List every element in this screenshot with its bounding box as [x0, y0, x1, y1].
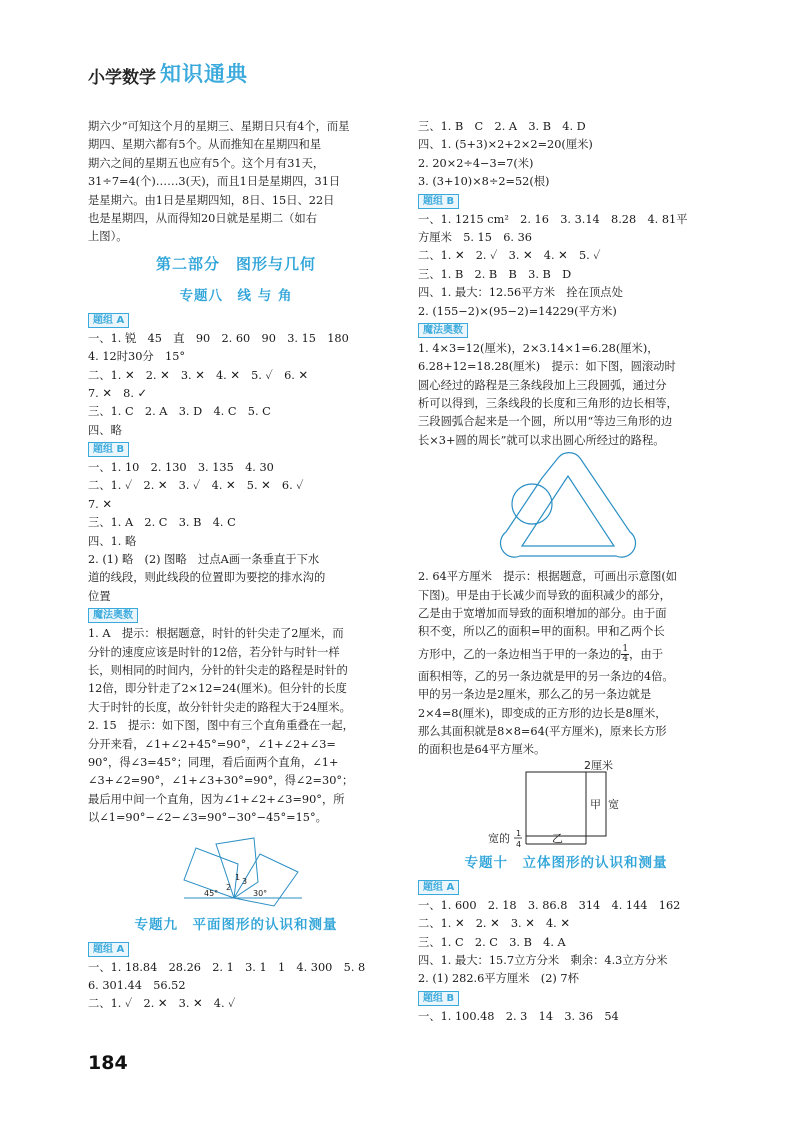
answer-line: 方厘米 5. 15 6. 36 — [418, 230, 532, 244]
answer-line-with-fraction — [418, 642, 714, 668]
answer-line: 90°，得∠3=45°；同理，看后面两个直角，∠1+ — [88, 755, 339, 769]
answer-line: 甲的另一条边是2厘米，那么乙的另一条边就是 — [418, 688, 652, 702]
group-b10-tag: 题组 B — [418, 991, 459, 1006]
right-column — [418, 118, 714, 1026]
answer-line: 4. 12时30分 15° — [88, 350, 186, 364]
label-fraction-num: 1 — [516, 828, 522, 838]
answer-line: 一、1. 10 2. 130 3. 135 4. 30 — [88, 461, 274, 475]
answer-line: 1. A 提示：根据题意，时针的针尖走了2厘米，而 — [88, 627, 344, 641]
group-a9-answers — [88, 959, 384, 1014]
answer-line: 圆心经过的路程是三条线段加上三段圆弧，通过分 — [418, 378, 667, 392]
rolling-circle-diagram — [418, 450, 714, 568]
rolling-circle-figure — [418, 450, 714, 568]
magic-olympiad-tag: 魔法奥数 — [88, 608, 138, 623]
answer-line: 3. (3+10)×8÷2=52(根) — [418, 175, 550, 189]
text-segment: 方形中，乙的一条边相当于甲的一条边的 — [418, 647, 622, 661]
answer-line: 7. ✕ 8. ✓ — [88, 386, 147, 400]
answer-line: 12倍，即分针走了2×12=24(厘米)。但分针的长度 — [88, 682, 347, 696]
text-line: 是星期六。由1日是星期四知，8日、15日、22日 — [88, 193, 335, 207]
answer-line: 道的线段，则此线段的位置即为要挖的排水沟的 — [88, 571, 326, 585]
book-title: 知识通典 — [160, 62, 248, 86]
text-line: 31÷7=4(个)……3(天)，而且1日是星期四，31日 — [88, 175, 341, 189]
answer-line: 乙是由于宽增加而导致的面积增加的部分。由于面 — [418, 607, 667, 621]
answer-line: 四、1. 最大：15.7立方分米 剩余：4.3立方分米 — [418, 953, 668, 967]
answer-line: 四、1. 最大：12.56平方米 拴在顶点处 — [418, 286, 623, 300]
answer-line: 四、1. (5+3)×2+2×2=20(厘米) — [418, 138, 593, 152]
answer-line: 2. (1) 282.6平方厘米 (2) 7杯 — [418, 972, 579, 986]
answer-line: 大于时针的长度，故分针针尖走的路程大于24厘米。 — [88, 700, 351, 714]
answer-line: 最后用中间一个直角，因为∠1+∠2+∠3=90°，所 — [88, 792, 345, 806]
group-b-answers — [88, 459, 384, 606]
text-line: 上图）。 — [88, 230, 128, 244]
answer-line: 以∠1=90°−∠2−∠3=90°−30°−45°=15°。 — [88, 811, 327, 825]
fraction-denominator: 4 — [622, 654, 629, 665]
rolling-circle — [512, 484, 552, 524]
answer-line: 三段圆弧合起来是一个圆，所以用“等边三角形的边 — [418, 415, 673, 429]
answer-line: 二、1. ✕ 2. ✕ 3. ✕ 4. ✕ — [418, 917, 570, 931]
label-30: 30° — [253, 888, 268, 898]
answer-line: 一、1. 1215 cm² 2. 16 3. 3.14 8.28 4. 81平 — [418, 212, 688, 226]
group-a10-answers — [418, 897, 714, 989]
text-segment: ，由于 — [629, 647, 663, 661]
text-line: 也是星期四，从而得知20日就是星期二（如右 — [88, 211, 318, 225]
answer-line: ∠3+∠2=90°，∠1+∠3+30°=90°，得∠2=30°； — [88, 774, 354, 788]
answer-line: 四、略 — [88, 423, 122, 437]
answer-line: 2×4=8(厘米)，即变成的正方形的边长是8厘米， — [418, 706, 667, 720]
angle-diagram — [88, 828, 384, 910]
topic-8-title: 专题八 线 与 角 — [179, 287, 293, 304]
part-title: 第二部分 图形与几何 — [155, 254, 316, 273]
rectangle-diagram — [418, 760, 714, 848]
answer-line: 的面积也是64平方厘米。 — [418, 743, 546, 757]
answer-line: 7. ✕ — [88, 497, 112, 511]
answer-line: 2. (155−2)×(95−2)=14229(平方米) — [418, 304, 617, 318]
answer-line: 三、1. A 2. C 3. B 4. C — [88, 516, 236, 530]
answer-line: 分开来看，∠1+∠2+45°=90°，∠1+∠2+∠3= — [88, 737, 336, 751]
answer-line: 长×3+圆的周长”就可以求出圆心所经过的路程。 — [418, 433, 665, 447]
label-width-prefix: 宽的 — [488, 831, 510, 845]
answer-line: 二、1. ✕ 2. ✓ 3. ✕ 4. ✕ 5. ✓ — [418, 249, 601, 263]
text-line: 期四、星期六都有5个。从而推知在星期四和星 — [88, 138, 322, 152]
answer-line: 2. 15 提示：如下图，图中有三个直角重叠在一起， — [88, 719, 354, 733]
group-b10-answers — [418, 1008, 714, 1026]
fraction-numerator: 1 — [622, 644, 629, 655]
answer-line: 二、1. ✕ 2. ✕ 3. ✕ 4. ✕ 5. ✓ 6. ✕ — [88, 368, 308, 382]
answer-line: 三、1. C 2. C 3. B 4. A — [418, 935, 566, 949]
label-width: 宽 — [608, 797, 619, 811]
group-b-tag: 题组 B — [88, 442, 129, 457]
book-series: 小学数学 — [88, 68, 156, 88]
topic-9-title: 专题九 平面图形的认识和测量 — [134, 916, 338, 933]
answer-line: 下图)。甲是由于长减少而导致的面积减少的部分， — [418, 588, 671, 602]
answer-line: 三、1. B 2. B B 3. B D — [418, 267, 572, 281]
label-fraction-den: 4 — [516, 839, 522, 848]
answer-line: 二、1. ✓ 2. ✕ 3. ✓ 4. ✕ 5. ✕ 6. ✓ — [88, 479, 304, 493]
answer-line: 6.28+12=18.28(厘米) 提示：如下图，圆滚动时 — [418, 360, 676, 374]
answer-line: 二、1. ✓ 2. ✕ 3. ✕ 4. ✓ — [88, 997, 236, 1011]
magic-olympiad-answers — [88, 625, 384, 827]
angle-figure — [88, 828, 384, 910]
magic-olympiad-tag: 魔法奥数 — [418, 323, 468, 338]
text-line: 期六之间的星期五也应有5个。这个月有31天， — [88, 156, 325, 170]
label-jia: 甲 — [590, 797, 601, 811]
magic-olympiad-answer-2 — [418, 568, 714, 760]
answer-line: 三、1. B C 2. A 3. B 4. D — [418, 120, 586, 133]
page-header — [88, 60, 248, 88]
fraction-one-quarter — [621, 645, 629, 664]
label-2cm: 2厘米 — [584, 759, 613, 772]
label-1: 1 — [235, 872, 241, 882]
answer-line: 三、1. C 2. A 3. D 4. C 5. C — [88, 405, 271, 419]
answer-line: 积不变，所以乙的面积=甲的面积。甲和乙两个长 — [418, 625, 665, 639]
answer-line: 长，则相同的时间内，分针的针尖走的路程是时针的 — [88, 663, 348, 677]
answer-line: 位置 — [88, 589, 111, 603]
rectangle-figure — [418, 760, 714, 848]
answer-line: 6. 301.44 56.52 — [88, 978, 186, 992]
group-a-answers — [88, 330, 384, 440]
answer-line: 2. (1) 略 (2) 图略 过点A画一条垂直于下水 — [88, 553, 320, 567]
answer-line: 面积相等，乙的另一条边就是甲的另一条边的4倍。 — [418, 669, 674, 683]
label-45: 45° — [204, 888, 219, 898]
answer-line: 2. 64平方厘米 提示：根据题意，可画出示意图(如 — [418, 570, 678, 584]
center-path — [500, 453, 635, 557]
answer-line: 四、1. 略 — [88, 534, 137, 548]
answer-line: 一、1. 100.48 2. 3 14 3. 36 54 — [418, 1009, 619, 1023]
label-2: 2 — [226, 882, 232, 892]
intro-paragraph — [88, 118, 384, 247]
label-3: 3 — [242, 876, 248, 886]
answer-line: 析可以得到，三条线段的长度和三角形的边长相等， — [418, 397, 678, 411]
page-number: 184 — [88, 1052, 128, 1074]
left-column — [88, 118, 384, 1014]
answer-line: 一、1. 600 2. 18 3. 86.8 314 4. 144 162 — [418, 898, 681, 912]
answer-line: 一、1. 18.84 28.26 2. 1 3. 1 1 4. 300 5. 8 — [88, 960, 366, 974]
group-b-tag: 题组 B — [418, 194, 459, 209]
answer-line: 一、1. 锐 45 直 90 2. 60 90 3. 15 180 — [88, 331, 349, 345]
topic-10-title: 专题十 立体图形的认识和测量 — [464, 854, 668, 871]
group-a10-tag: 题组 A — [418, 880, 459, 895]
answer-line: 分针的速度应该是时针的12倍，若分针与时针一样 — [88, 645, 340, 659]
top-answers — [418, 118, 714, 192]
label-yi: 乙 — [552, 831, 563, 845]
magic-olympiad-answer-1 — [418, 340, 714, 450]
answer-line: 2. 20×2÷4−3=7(米) — [418, 156, 534, 170]
group-a-tag: 题组 A — [88, 313, 129, 328]
text-line: 期六少”可知这个月的星期三、星期日只有4个，而星 — [88, 120, 350, 133]
answer-line: 1. 4×3=12(厘米)，2×3.14×1=6.28(厘米)， — [418, 341, 659, 355]
group-a9-tag: 题组 A — [88, 942, 129, 957]
group-b-answers — [418, 211, 714, 321]
answer-line: 那么其面积就是8×8=64(平方厘米)，原来长方形 — [418, 724, 667, 738]
